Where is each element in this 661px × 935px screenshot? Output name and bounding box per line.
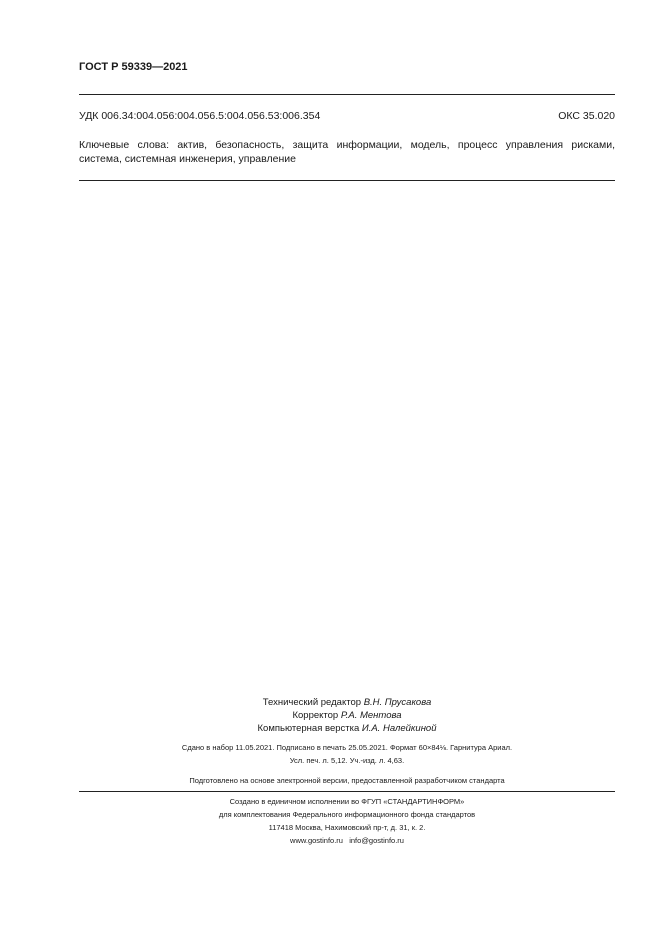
corrector-line bbox=[79, 709, 615, 722]
document-code: ГОСТ Р 59339—2021 bbox=[79, 61, 188, 73]
layout-label: Компьютерная верстка bbox=[257, 723, 360, 734]
tech-editor-name: В.Н. Прусакова bbox=[363, 697, 432, 708]
corrector-name: Р.А. Ментова bbox=[340, 710, 402, 721]
keywords-rule bbox=[79, 180, 615, 181]
publisher-contacts: www.gostinfo.ru info@gostinfo.ru bbox=[290, 836, 404, 845]
corrector-label: Корректор bbox=[292, 710, 339, 721]
publisher-line: 117418 Москва, Нахимовский пр-т, д. 31, к. 2. bbox=[268, 823, 426, 832]
oks-code: ОКС 35.020 bbox=[558, 110, 615, 122]
prepared-note: Подготовлено на основе электронной версии, предоставленной разработчиком стандарта bbox=[189, 776, 505, 785]
header-rule bbox=[79, 94, 615, 95]
publisher-rule bbox=[79, 791, 615, 792]
publisher-line: для комплектования Федерального информационного фонда стандартов bbox=[218, 810, 476, 819]
print-info bbox=[79, 741, 615, 767]
keywords-line: система, системная инженерия, управление bbox=[79, 153, 296, 165]
publisher-line: Создано в единичном исполнении во ФГУП «СТАНДАРТИНФОРМ» bbox=[229, 797, 465, 806]
keywords-block bbox=[79, 138, 615, 166]
credits-block bbox=[79, 696, 615, 735]
udk-code: УДК 006.34:004.056:004.056.5:004.056.53:006.354 bbox=[79, 110, 321, 122]
print-info-line: Сдано в набор 11.05.2021. Подписано в печать 25.05.2021. Формат 60×84⅛. Гарнитура Ариал. bbox=[181, 743, 513, 752]
layout-name: И.А. Налейкиной bbox=[361, 723, 437, 734]
keywords-line: Ключевые слова: актив, безопасность, защита информации, модель, процесс управления рисками, bbox=[79, 139, 615, 151]
tech-editor-label: Технический редактор bbox=[262, 697, 362, 708]
tech-editor-line bbox=[79, 696, 615, 709]
print-info-line: Усл. печ. л. 5,12. Уч.-изд. л. 4,63. bbox=[289, 756, 405, 765]
publisher-block bbox=[79, 795, 615, 847]
layout-line bbox=[79, 722, 615, 735]
